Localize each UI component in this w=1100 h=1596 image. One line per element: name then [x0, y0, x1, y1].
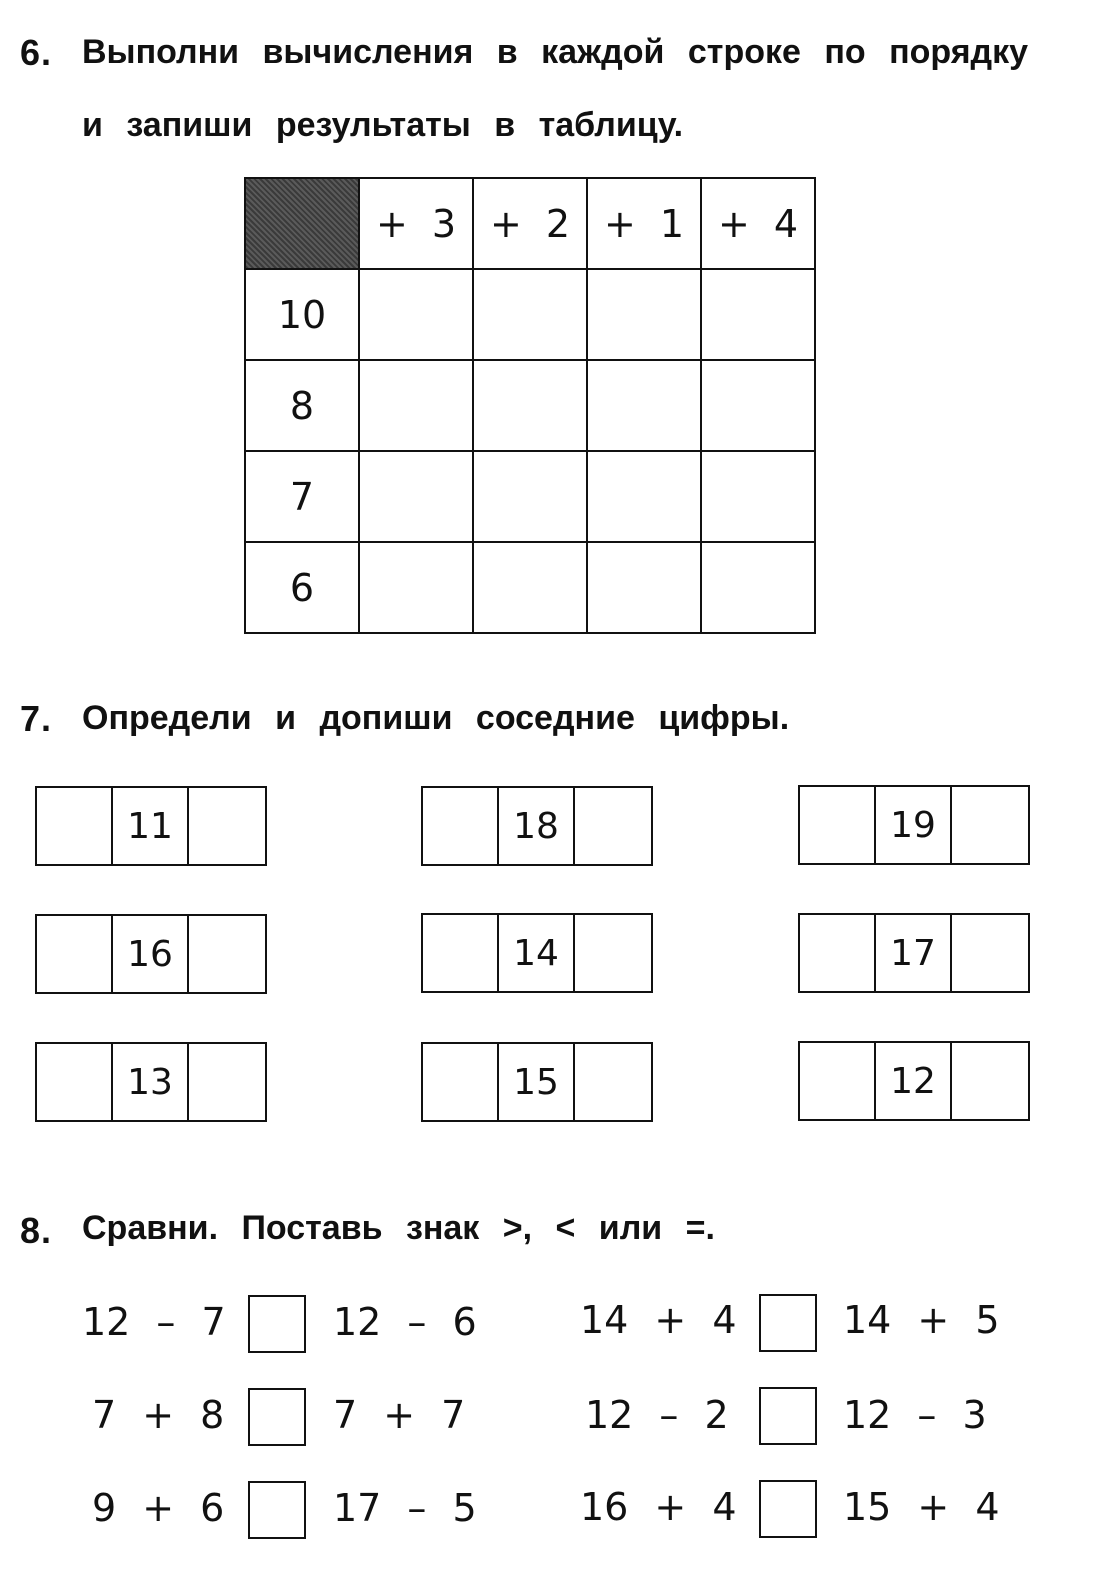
- neighbor-number: 18: [499, 788, 575, 864]
- answer-cell[interactable]: [701, 360, 815, 451]
- neighbor-after-input[interactable]: [189, 1044, 265, 1120]
- answer-cell[interactable]: [587, 360, 701, 451]
- neighbor-after-input[interactable]: [189, 788, 265, 864]
- neighbor-number: 14: [499, 915, 575, 991]
- neighbor-number: 19: [876, 787, 952, 863]
- compare-right-expression: 7 + 7: [333, 1393, 466, 1437]
- compare-left-expression: 7 + 8: [92, 1393, 225, 1437]
- header-plus-3: + 3: [359, 178, 473, 269]
- answer-cell[interactable]: [701, 451, 815, 542]
- neighbor-after-input[interactable]: [575, 1044, 651, 1120]
- compare-sign-box[interactable]: [248, 1295, 306, 1353]
- header-plus-1: + 1: [587, 178, 701, 269]
- addition-table: [244, 177, 816, 634]
- answer-cell[interactable]: [587, 269, 701, 360]
- neighbor-before-input[interactable]: [800, 1043, 876, 1119]
- task-7-number: 7.: [20, 698, 53, 739]
- compare-left-expression: 16 + 4: [580, 1485, 737, 1529]
- neighbor-after-input[interactable]: [575, 915, 651, 991]
- table-row: [245, 451, 815, 542]
- neighbor-after-input[interactable]: [575, 788, 651, 864]
- compare-left-expression: 14 + 4: [580, 1298, 737, 1342]
- answer-cell[interactable]: [359, 269, 473, 360]
- compare-sign-box[interactable]: [759, 1480, 817, 1538]
- table-row: [245, 269, 815, 360]
- neighbor-before-input[interactable]: [423, 1044, 499, 1120]
- neighbor-before-input[interactable]: [37, 788, 113, 864]
- answer-cell[interactable]: [359, 542, 473, 633]
- compare-right-expression: 15 + 4: [843, 1485, 1000, 1529]
- table-row: [245, 542, 815, 633]
- answer-cell[interactable]: [473, 542, 587, 633]
- compare-right-expression: 17 – 5: [333, 1486, 477, 1530]
- neighbor-box-18: [421, 786, 653, 866]
- answer-cell[interactable]: [473, 451, 587, 542]
- neighbor-before-input[interactable]: [423, 788, 499, 864]
- task-8-number: 8.: [20, 1210, 53, 1251]
- neighbor-number: 16: [113, 916, 189, 992]
- neighbor-after-input[interactable]: [952, 1043, 1028, 1119]
- answer-cell[interactable]: [473, 360, 587, 451]
- answer-cell[interactable]: [701, 542, 815, 633]
- shaded-corner-cell: [245, 178, 359, 269]
- answer-cell[interactable]: [359, 451, 473, 542]
- task-6-number: 6.: [20, 32, 53, 73]
- neighbor-box-13: [35, 1042, 267, 1122]
- table-header-row: [245, 178, 815, 269]
- neighbor-before-input[interactable]: [800, 787, 876, 863]
- compare-sign-box[interactable]: [759, 1294, 817, 1352]
- neighbor-box-16: [35, 914, 267, 994]
- neighbor-number: 11: [113, 788, 189, 864]
- row-label-6: 6: [245, 542, 359, 633]
- task-7-instruction: Определи и допиши соседние цифры.: [82, 699, 790, 737]
- answer-cell[interactable]: [473, 269, 587, 360]
- neighbor-number: 15: [499, 1044, 575, 1120]
- table-row: [245, 360, 815, 451]
- compare-left-expression: 12 – 2: [585, 1393, 729, 1437]
- neighbor-before-input[interactable]: [37, 916, 113, 992]
- neighbor-number: 12: [876, 1043, 952, 1119]
- compare-right-expression: 14 + 5: [843, 1298, 1000, 1342]
- compare-left-expression: 12 – 7: [82, 1300, 226, 1344]
- neighbor-before-input[interactable]: [37, 1044, 113, 1120]
- compare-sign-box[interactable]: [248, 1481, 306, 1539]
- answer-cell[interactable]: [359, 360, 473, 451]
- neighbor-box-12: [798, 1041, 1030, 1121]
- neighbor-box-14: [421, 913, 653, 993]
- neighbor-box-17: [798, 913, 1030, 993]
- task-6-instruction-line-1: Выполни вычисления в каждой строке по порядку: [82, 33, 1029, 71]
- task-6-instruction-line-2: и запиши результаты в таблицу.: [82, 106, 684, 144]
- answer-cell[interactable]: [587, 451, 701, 542]
- neighbor-after-input[interactable]: [189, 916, 265, 992]
- neighbor-box-15: [421, 1042, 653, 1122]
- row-label-7: 7: [245, 451, 359, 542]
- row-label-8: 8: [245, 360, 359, 451]
- row-label-10: 10: [245, 269, 359, 360]
- neighbor-box-11: [35, 786, 267, 866]
- neighbor-after-input[interactable]: [952, 787, 1028, 863]
- task-8-instruction: Сравни. Поставь знак >, < или =.: [82, 1209, 715, 1247]
- neighbor-number: 17: [876, 915, 952, 991]
- neighbor-after-input[interactable]: [952, 915, 1028, 991]
- compare-left-expression: 9 + 6: [92, 1486, 225, 1530]
- neighbor-before-input[interactable]: [800, 915, 876, 991]
- neighbor-number: 13: [113, 1044, 189, 1120]
- answer-cell[interactable]: [587, 542, 701, 633]
- neighbor-before-input[interactable]: [423, 915, 499, 991]
- header-plus-2: + 2: [473, 178, 587, 269]
- header-plus-4: + 4: [701, 178, 815, 269]
- answer-cell[interactable]: [701, 269, 815, 360]
- compare-right-expression: 12 – 6: [333, 1300, 477, 1344]
- compare-right-expression: 12 – 3: [843, 1393, 987, 1437]
- compare-sign-box[interactable]: [759, 1387, 817, 1445]
- neighbor-box-19: [798, 785, 1030, 865]
- compare-sign-box[interactable]: [248, 1388, 306, 1446]
